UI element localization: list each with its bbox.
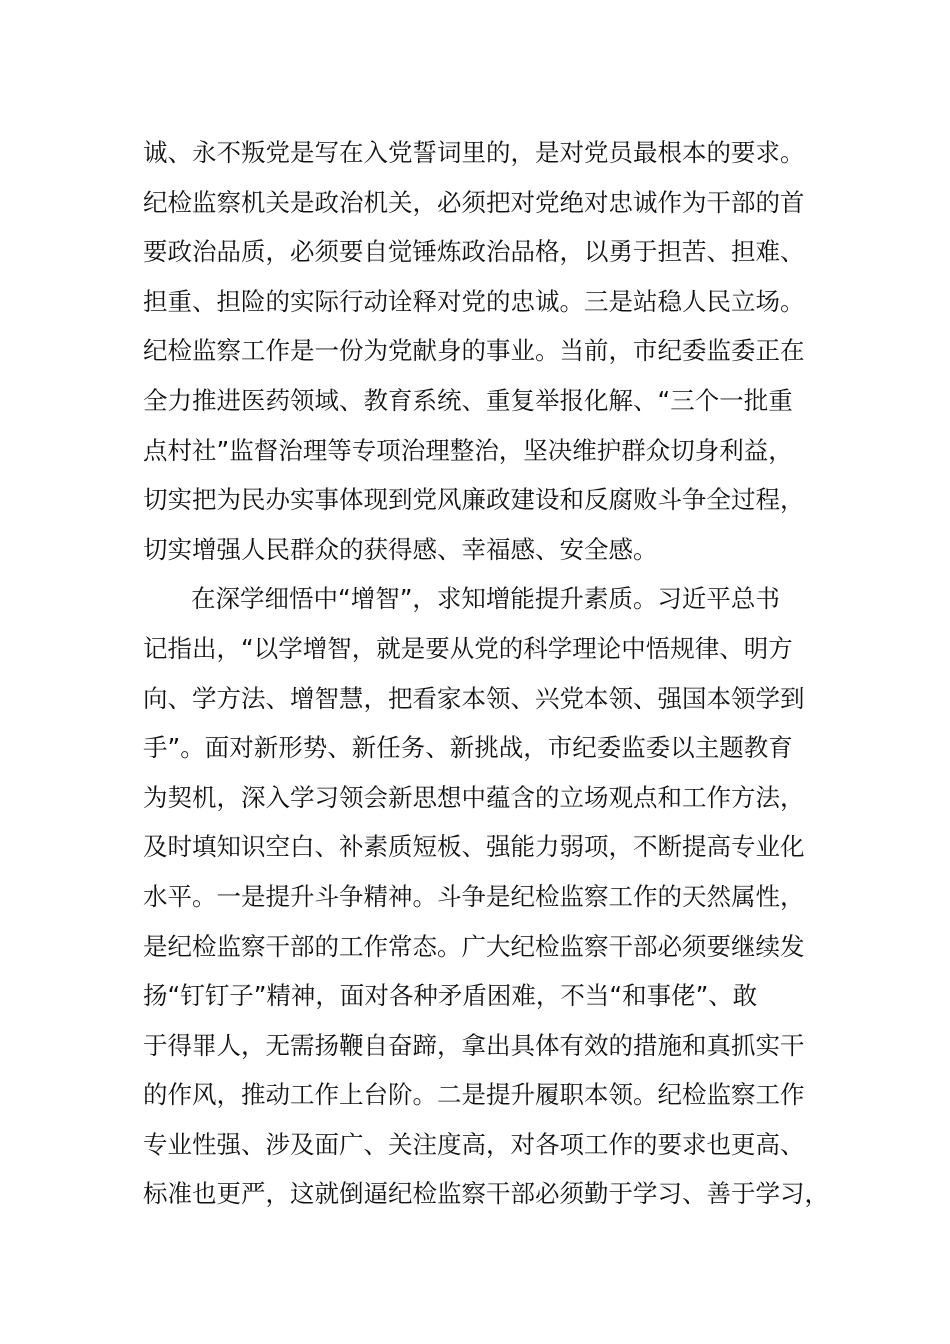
- text-line: 切实把为民办实事体现到党风廉政建设和反腐败斗争全过程，: [143, 485, 805, 515]
- text-line: 点村社”监督治理等专项治理整治，坚决维护群众切身利益，: [143, 435, 793, 465]
- text-line: 向、学方法、增智慧，把看家本领、兴党本领、强国本领学到: [143, 683, 805, 713]
- text-line: 及时填知识空白、补素质短板、强能力弱项，不断提高专业化: [143, 832, 805, 862]
- text-line: 的作风，推动工作上台阶。二是提升履职本领。纪检监察工作: [143, 1080, 805, 1110]
- text-line: 于得罪人，无需扬鞭自奋蹄，拿出具体有效的措施和真抓实干: [143, 1030, 805, 1060]
- text-line: 切实增强人民群众的获得感、幸福感、安全感。: [143, 534, 658, 564]
- text-line: 纪检监察工作是一份为党献身的事业。当前，市纪委监委正在: [143, 336, 805, 366]
- text-line: 手”。面对新形势、新任务、新挑战，市纪委监委以主题教育: [143, 733, 793, 763]
- text-line: 全力推进医药领域、教育系统、重复举报化解、“三个一批重: [143, 385, 793, 415]
- text-line: 担重、担险的实际行动诠释对党的忠诚。三是站稳人民立场。: [143, 286, 805, 316]
- text-line: 扬“钉钉子”精神，面对各种矛盾困难，不当“和事佬”、敢: [143, 981, 758, 1011]
- text-line: 为契机，深入学习领会新思想中蕴含的立场观点和工作方法，: [143, 782, 805, 812]
- text-line: 记指出，“以学增智，就是要从党的科学理论中悟规律、明方: [143, 633, 793, 663]
- text-line: 纪检监察机关是政治机关，必须把对党绝对忠诚作为干部的首: [143, 187, 805, 217]
- paragraph-start-line: 在深学细悟中“增智”，求知增能提升素质。习近平总书: [191, 584, 780, 614]
- text-line: 标准也更严，这就倒逼纪检监察干部必须勤于学习、善于学习，: [143, 1179, 829, 1209]
- text-line: 要政治品质，必须要自觉锤炼政治品格，以勇于担苦、担难、: [143, 237, 805, 267]
- text-line: 水平。一是提升斗争精神。斗争是纪检监察工作的天然属性，: [143, 881, 805, 911]
- text-line: 是纪检监察干部的工作常态。广大纪检监察干部必须要继续发: [143, 931, 805, 961]
- text-line: 专业性强、涉及面广、关注度高，对各项工作的要求也更高、: [143, 1129, 805, 1159]
- text-line: 诚、永不叛党是写在入党誓词里的，是对党员最根本的要求。: [143, 138, 805, 167]
- body-text: [143, 128, 829, 1219]
